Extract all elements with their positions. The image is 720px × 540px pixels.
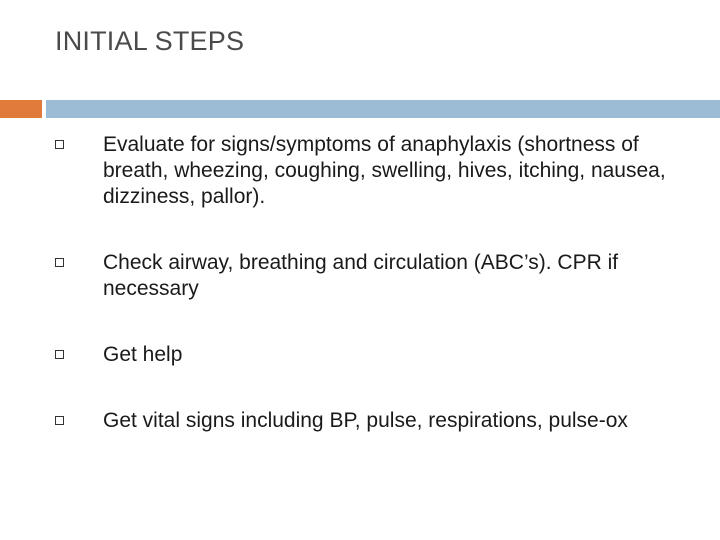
square-bullet-icon bbox=[55, 258, 64, 267]
bullet-item bbox=[55, 250, 680, 302]
bullet-text: Get help bbox=[103, 343, 183, 366]
bullet-item bbox=[55, 342, 680, 368]
square-bullet-icon bbox=[55, 416, 64, 425]
bullet-item bbox=[55, 132, 680, 210]
bullet-text: Check airway, breathing and circulation (ABC’s). CPR if necessary bbox=[103, 251, 619, 300]
slide-title: INITIAL STEPS bbox=[55, 26, 245, 56]
bullet-item bbox=[55, 408, 680, 434]
bullet-list bbox=[55, 132, 680, 474]
square-bullet-icon bbox=[55, 350, 64, 359]
title-rule-accent bbox=[0, 100, 42, 118]
bullet-text: Evaluate for signs/symptoms of anaphylaxis (shortness of breath, wheezing, coughing, swelling, hives, itching, nausea, dizziness, pallor). bbox=[103, 133, 666, 208]
title-rule bbox=[46, 100, 720, 118]
square-bullet-icon bbox=[55, 140, 64, 149]
bullet-text: Get vital signs including BP, pulse, respirations, pulse-ox bbox=[103, 409, 628, 432]
